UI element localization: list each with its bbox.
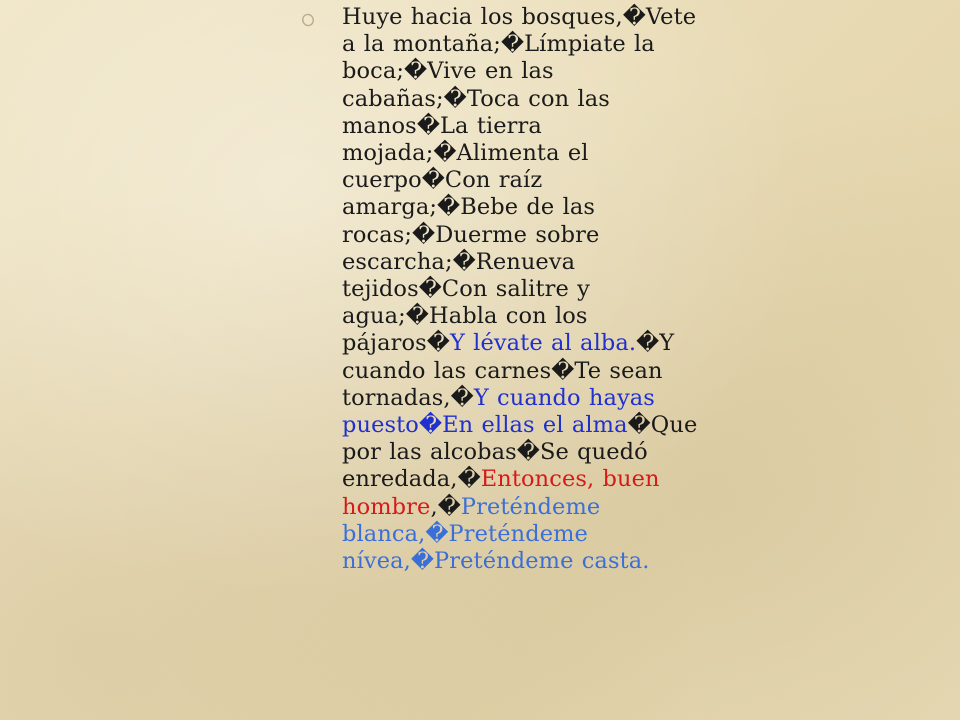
poem-segment: Huye hacia los bosques,�Vete [342,4,697,30]
bullet-ring-graphic [300,12,318,28]
poem-segment: manos�La tierra [342,112,542,139]
poem-segment: cuerpo�Con raíz [342,167,543,194]
poem-line [342,494,672,521]
poem-segment: escarcha;�Renueva [342,248,576,275]
poem-line [342,113,672,140]
poem-segment: boca;�Vive en las [342,58,554,85]
poem-line [342,521,672,548]
poem-segment: Y lévate al alba. [449,330,637,357]
poem-text-block [342,4,698,575]
poem-segment: Entonces, buen [480,466,660,493]
poem-segment: Preténdeme [460,493,601,520]
poem-segment: cabañas;�Toca con las [342,85,610,112]
poem-line [342,58,672,85]
poem-segment: ,� [430,493,461,520]
poem-line [342,31,672,58]
poem-segment: pájaros� [342,330,450,357]
poem-segment: blanca,�Preténdeme [342,520,588,547]
poem-segment: puesto�En ellas el alma [342,412,628,439]
poem-line [342,439,672,466]
poem-line [342,194,672,221]
poem-segment: amarga;�Bebe de las [342,194,596,221]
poem-segment: Y cuando hayas [473,384,655,411]
poem-segment: agua;�Habla con los [342,303,588,330]
poem-segment: cuando las carnes�Te sean [342,357,663,384]
poem-line [342,276,672,303]
poem-line [342,385,672,412]
poem-line [342,4,697,31]
poem-line [342,466,672,493]
poem-segment: tejidos�Con salitre y [342,276,590,303]
poem-line [342,222,672,249]
poem-segment: �Que [627,412,698,439]
poem-segment: �Y [636,330,675,357]
poem-line [342,412,698,439]
poem-segment: a la montaña;�Límpiate la [342,31,655,58]
poem-line [342,140,672,167]
poem-line [342,330,675,357]
poem-segment: rocas;�Duerme sobre [342,221,600,248]
poem-line [342,548,672,575]
poem-line [342,86,672,113]
poem-segment: tornadas,� [342,384,474,411]
poem-segment: por las alcobas�Se quedó [342,439,648,466]
poem-line [342,249,672,276]
poem-segment: hombre [342,493,431,520]
poem-segment: enredada,� [342,466,481,493]
poem-segment: nívea,�Preténdeme casta. [342,548,650,575]
poem-line [342,167,672,194]
poem-segment: mojada;�Alimenta el [342,140,589,167]
circle-outline-bullet-icon [300,12,318,28]
poem-line [342,303,672,330]
poem-line [342,358,672,385]
